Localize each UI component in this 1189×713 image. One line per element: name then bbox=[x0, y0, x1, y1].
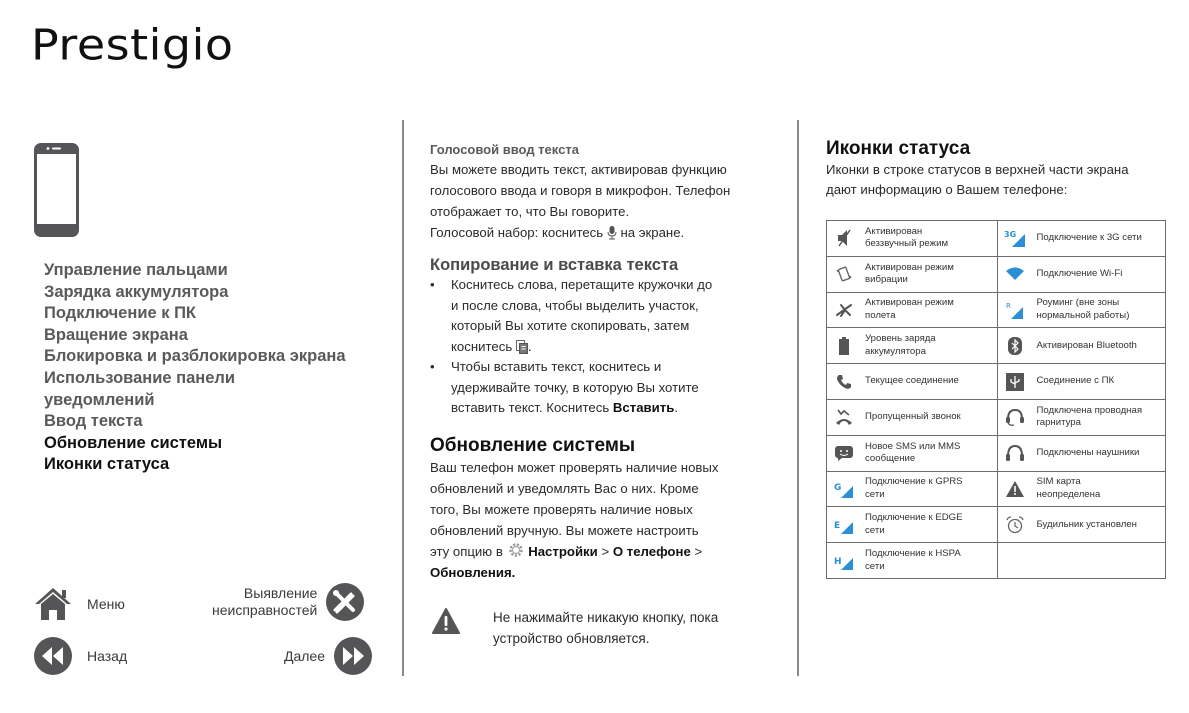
headphones-icon bbox=[1006, 444, 1024, 462]
toc-item-status-icons[interactable]: Иконки статуса bbox=[44, 455, 170, 474]
menu-label: Меню bbox=[87, 595, 125, 612]
toc-item-notification-panel-cont[interactable]: уведомлений bbox=[44, 390, 155, 409]
table-of-contents bbox=[44, 260, 346, 476]
table-row: Активирован беззвучный режим 3G Подключение к 3G сети bbox=[827, 221, 1166, 257]
table-row: Активирован режим полета R Роуминг (вне зоны нормальной работы) bbox=[827, 292, 1166, 328]
sms-icon bbox=[835, 445, 853, 461]
list-item: • Коснитесь слова, перетащите кружочки до и после слова, чтобы выделить участок, который Вы хотите скопировать, затем коснитесь . bbox=[430, 275, 775, 357]
back-label: Назад bbox=[87, 647, 128, 664]
status-icons-intro: Иконки в строке статусов в верхней части экрана дают информацию о Вашем телефоне: bbox=[826, 162, 1129, 197]
warning-note bbox=[432, 608, 763, 649]
silent-mode-icon bbox=[836, 229, 852, 247]
airplane-icon bbox=[835, 301, 853, 319]
vibrate-icon bbox=[836, 265, 852, 283]
toc-item-screen-rotation[interactable]: Вращение экрана bbox=[44, 325, 188, 344]
middle-column bbox=[430, 140, 775, 583]
svg-text:3G: 3G bbox=[1004, 230, 1017, 240]
empty-cell bbox=[998, 543, 1166, 579]
brand-logo: Prestigio bbox=[31, 20, 234, 70]
path-updates: Обновления. bbox=[430, 564, 516, 580]
edge-signal-icon bbox=[834, 516, 854, 534]
warning-text: Не нажимайте никакую кнопку, пока устройство обновляется. bbox=[493, 610, 719, 646]
bluetooth-icon bbox=[1008, 337, 1022, 355]
path-about-phone: О телефоне bbox=[612, 543, 691, 559]
fast-forward-icon bbox=[333, 636, 373, 676]
roaming-icon bbox=[1006, 301, 1024, 319]
troubleshoot-label-line1: Выявление bbox=[243, 585, 318, 601]
status-icons-table bbox=[826, 220, 1166, 579]
troubleshoot-button[interactable] bbox=[212, 582, 365, 622]
table-row: E Подключение к EDGE сети Будильник установлен bbox=[827, 507, 1166, 543]
missed-call-icon bbox=[835, 409, 853, 425]
phone-call-icon bbox=[836, 374, 852, 390]
list-item: • Чтобы вставить текст, коснитесь и удерживайте точку, в которую Вы хотите вставить текст. Коснитесь Вставить. bbox=[430, 357, 775, 419]
table-row: Новое SMS или MMS сообщение Подключены наушники bbox=[827, 435, 1166, 471]
home-icon bbox=[33, 584, 73, 624]
table-row: Текущее соединение Соединение с ПК bbox=[827, 364, 1166, 400]
column-divider bbox=[402, 120, 404, 676]
settings-gear-icon bbox=[507, 541, 525, 559]
toc-item-system-update[interactable]: Обновление системы bbox=[44, 433, 223, 452]
toc-item-text-input[interactable]: Ввод текста bbox=[44, 412, 143, 431]
toc-item-pc-connection[interactable]: Подключение к ПК bbox=[44, 304, 196, 323]
microphone-icon bbox=[607, 226, 617, 240]
3g-signal-icon bbox=[1004, 229, 1026, 247]
table-row: H Подключение к HSPA сети bbox=[827, 543, 1166, 579]
gprs-signal-icon bbox=[834, 480, 854, 498]
troubleshoot-label-line2: неисправностей bbox=[212, 602, 318, 618]
right-column bbox=[826, 138, 1171, 200]
svg-text:E: E bbox=[834, 520, 841, 531]
system-update-heading: Обновление системы bbox=[430, 434, 636, 456]
copy-icon bbox=[516, 340, 528, 354]
table-row: Пропущенный звонок Подключена проводная гарнитура bbox=[827, 399, 1166, 435]
battery-icon bbox=[838, 337, 850, 355]
next-label: Далее bbox=[284, 647, 326, 664]
toc-item-charging[interactable]: Зарядка аккумулятора bbox=[44, 282, 229, 301]
menu-button[interactable] bbox=[33, 584, 125, 624]
status-icons-heading: Иконки статуса bbox=[826, 138, 971, 159]
path-settings: Настройки bbox=[528, 543, 598, 559]
alarm-icon bbox=[1006, 516, 1024, 534]
voice-input-text: Вы можете вводить текст, активировав функцию голосового ввода и говоря в микрофон. Телефон отображает то, что Вы говорите. Голосовой набор: коснитесь на экране. bbox=[430, 162, 731, 240]
voice-input-title: Голосовой ввод текста bbox=[430, 142, 579, 157]
tools-icon bbox=[325, 582, 365, 622]
system-update-text: Ваш телефон может проверять наличие новых обновлений и уведомлять Вас о них. Кроме того, Вы можете проверять наличие новых обновлений вручную. Вы можете настроить эту опцию в Настройки > О телефоне > Обновления. bbox=[430, 459, 719, 580]
table-row: Активирован режим вибрации Подключение Wi-Fi bbox=[827, 256, 1166, 292]
toc-item-gestures[interactable]: Управление пальцами bbox=[44, 261, 228, 279]
svg-text:H: H bbox=[834, 556, 842, 567]
copy-paste-list bbox=[430, 275, 775, 419]
toc-item-notification-panel[interactable]: Использование панели bbox=[44, 368, 236, 387]
table-row: G Подключение к GPRS сети SIM карта неопределена bbox=[827, 471, 1166, 507]
table-row: Уровень заряда аккумулятора Активирован Bluetooth bbox=[827, 328, 1166, 364]
svg-text:G: G bbox=[834, 482, 842, 493]
rewind-icon bbox=[33, 636, 73, 676]
wifi-icon bbox=[1006, 267, 1024, 281]
copy-paste-heading: Копирование и вставка текста bbox=[430, 256, 679, 274]
column-divider bbox=[797, 120, 799, 676]
sim-warning-icon bbox=[1006, 481, 1024, 497]
smartphone-icon bbox=[33, 142, 80, 238]
warning-icon bbox=[432, 608, 460, 634]
toc-item-lock-unlock[interactable]: Блокировка и разблокировка экрана bbox=[44, 347, 346, 366]
usb-icon bbox=[1006, 373, 1024, 391]
next-button[interactable] bbox=[284, 636, 373, 676]
svg-text:R: R bbox=[1006, 301, 1012, 310]
back-button[interactable] bbox=[33, 636, 127, 676]
troubleshoot-label bbox=[212, 585, 317, 619]
hspa-signal-icon bbox=[834, 552, 854, 570]
headset-mic-icon bbox=[1006, 408, 1024, 426]
